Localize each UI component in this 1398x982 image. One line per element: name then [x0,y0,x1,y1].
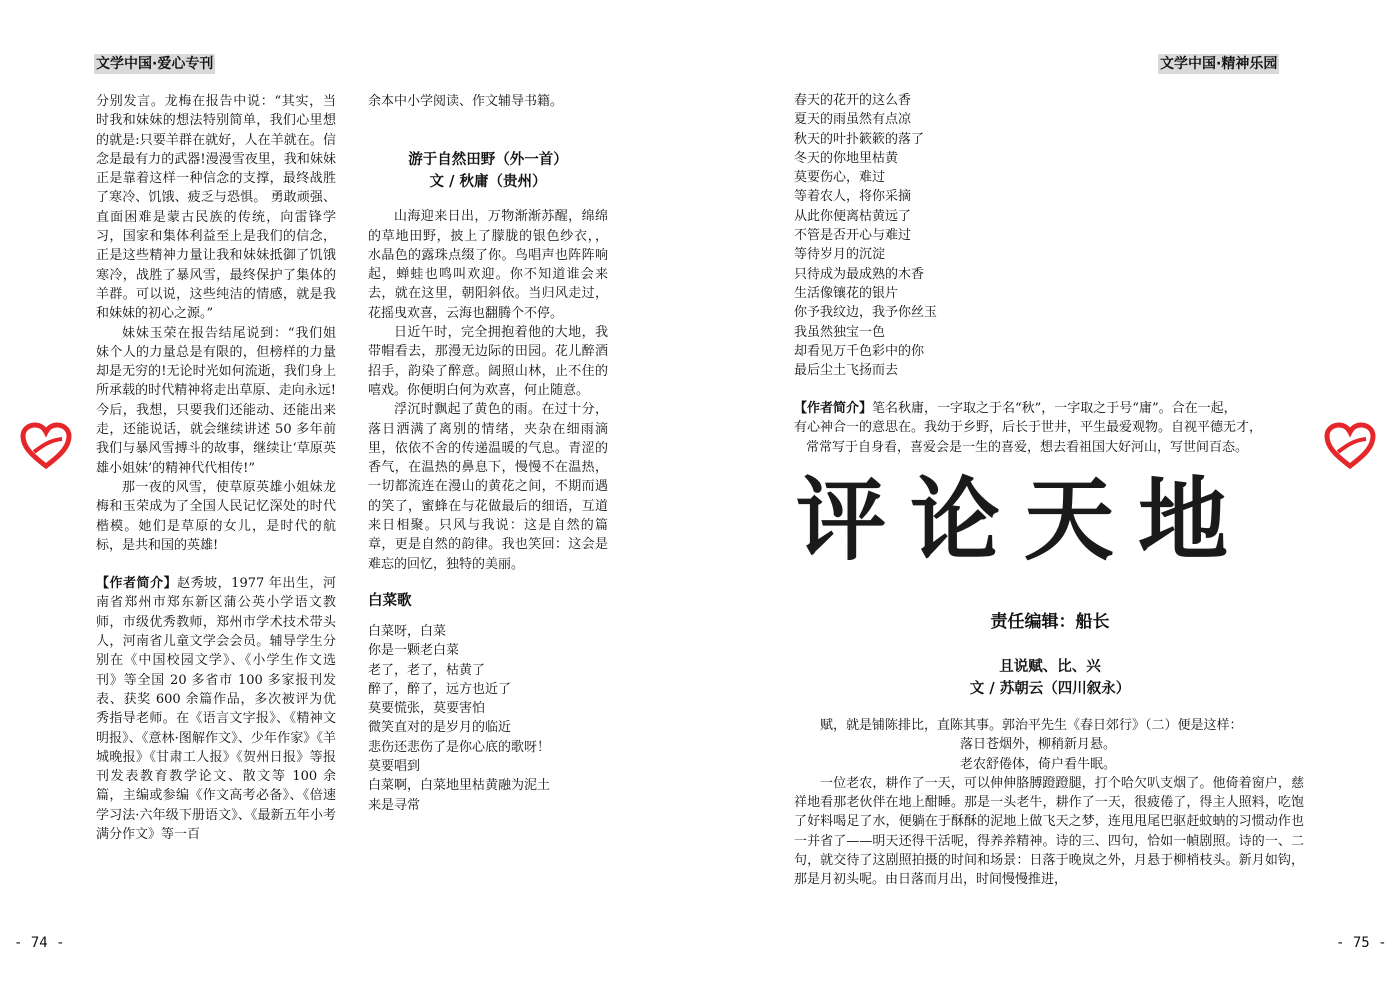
poem-line: 夏天的雨虽然有点凉 [794,112,912,128]
poem-line: 我虽然独宝一色 [794,324,886,340]
heart-logo-left [20,422,72,470]
page-number-left: - 74 - [14,935,65,951]
paragraph: 赋，就是铺陈排比，直陈其事。郭治平先生《春日郊行》（二）便是这样： [820,718,1243,733]
poem-line: 只待成为最成熟的木香 [794,266,925,282]
poem-line: 从此你便离枯黄远了 [794,208,912,224]
article-byline: 文 / 秋庸（贵州） [429,173,547,191]
bio-text: 赵秀坡，1977 年出生，河南省郑州市郑东新区蒲公英小学语文教师，市级优秀教师，郑州市学术技术带头人，河南省儿童文学会会员。辅导学生分别在《中国校园文学》、《小学生作文选刊》等全国 20 多省市 100 多家报刊发表、获奖 600 余篇作品，多次被评为优秀指导老师。在《语言文字报》、《精神文明报》、《意林·图解作文》、少年作家》《羊城晚报》《甘肃工人报》《贺州日报》等报刊发表教育教学论文、散文等 100 余篇，主编或参编《作文高考必备》、《倍速学习法·六年级下册语文》、《最新五年小考满分作文》等一百 [96,576,336,842]
bio-label: 【作者简介】 [96,576,178,592]
poem-line: 老了，老了，枯黄了 [368,662,486,678]
paragraph: 山海迎来日出，万物渐渐苏醒，绵绵的草地田野，披上了朦胧的银色纱衣，，水晶色的露珠点缀了你。鸟唱声也阵阵响起，蝉蛙也鸣叫欢迎。你不知道谁会来去，就在这里，朝阳斜依。当归风走过，花摇曳欢喜，云海也翻腾个不停。 [368,209,608,321]
poem [794,91,1094,380]
bio-label: 【作者简介】 [794,401,873,416]
section-banner: 评论天地 [796,467,1252,573]
poem-line: 不管是否开心与难过 [794,228,912,244]
left-header: 文学中国·爱心专刊 [96,56,214,72]
right-header: 文学中国·精神乐园 [1160,56,1278,72]
poem-line: 悲伤还悲伤了是你心底的歌呀！ [368,739,551,755]
bio-text: 有心神合一的意思在。我幼于乡野，后长于世井，平生最爱观物。自视平德无才， [794,420,1263,436]
article-title: 且说赋、比、兴 [999,658,1101,675]
heart-logo-right [1324,422,1376,470]
paragraph: 妹妹玉荣在报告结尾说到：“我们姐妹个人的力量总是有限的，但榜样的力量却是无穷的!无论时光如何流逝，我们身上所承载的时代精神将走出草原、走向永远!今后，我想，只要我们还能动、还能出来走，还能说话，就会继续讲述 50 多年前我们与暴风雪搏斗的故事，继续让‘草原英雄小姐妹’的精神代代相传!” [96,325,336,476]
left-column-1 [96,92,336,844]
page-number-right: - 75 - [1336,935,1387,951]
poem-line: 微笑直对的是岁月的临近 [368,720,512,736]
poem-line: 你予我纹边，我予你丝玉 [794,305,938,321]
poem-line: 生活像镶花的银片 [794,285,899,301]
author-bio [96,574,336,844]
verse-line: 老农舒倦体，倚户看牛眠。 [960,756,1117,772]
poem-line: 等待岁月的沉淀 [794,247,886,263]
poem-line: 莫要慌张，莫要害怕 [368,701,486,717]
poem-line: 白菜啊，白菜地里枯黄融为泥土 [368,778,551,794]
poem-line: 等着农人，将你采摘 [794,189,912,205]
poem-line: 春天的花开的这么香 [794,93,912,108]
paragraph: 浮沉时飘起了黄色的雨。在过十分，落日洒满了离别的情绪，夹杂在细雨滴里，依依不舍的传递温暖的气息。青涩的香气，在温热的鼻息下，慢慢不在温热，一切都流连在漫山的黄花之间，不期而遇的笑了，蜜蜂在与花做最后的细语，互道来日相聚。只风与我说：这是自然的篇章，更是自然的韵律。我也笑回：这会是难忘的回忆，独特的美丽。 [368,402,608,572]
left-column-2 [368,92,608,815]
poem-line: 莫要唱到 [368,759,421,775]
article-title: 游于自然田野（外一首） [408,151,568,169]
poem-line: 莫要伤心，难过 [794,170,886,186]
verse-line: 落日苍烟外，柳稍新月悬。 [960,737,1117,753]
paragraph: 分别发言。龙梅在报告中说：“其实，当时我和妹妹的想法特别简单，我们心里想的就是:只要羊群在就好，人在羊就在。信念是最有力的武器!漫漫雪夜里，我和妹妹正是靠着这样一种信念的支撑，最终战胜了寒冷、饥饿、疲乏与恐惧。 勇敢顽强、直面困难是蒙古民族的传统，向雷锋学习，国家和集体利益至上是我们的信念，正是这些精神力量让我和妹妹抵御了饥饿寒冷，战胜了暴风雪，最终保护了集体的羊群。可以说，这些纯洁的情感，就是我和妹妹的初心之源。” [96,94,336,322]
bio-text: 笔名秋庸，一字取之于名“秋”，一字取之于号“庸”。合在一起， [872,401,1237,416]
poem-line: 秋天的叶扑簌簌的落了 [794,131,925,147]
poem-line: 你是一颗老白菜 [368,643,460,659]
poem-line: 最后尘土飞扬而去 [794,363,899,379]
poem-line: 冬天的你地里枯黄 [794,150,899,166]
poem-line: 醉了，醉了，远方也近了 [368,681,512,697]
bio-text: 常常写于自身看，喜爱会是一生的喜爱，想去看祖国大好河山，写世间百态。 [806,439,1249,455]
poem-line: 白菜呀，白菜 [368,623,447,639]
poem-line: 来是寻常 [368,797,421,813]
poem-title: 白菜歌 [368,591,412,609]
author-bio [794,399,1308,457]
paragraph: 一位老农，耕作了一天，可以伸伸胳膊蹬蹬腿，打个哈欠叭支烟了。他倚着窗户，慈祥地看那老伙伴在地上酣睡。那是一头老牛，耕作了一天，很疲倦了，得主人照料，吃饱了好料喝足了水，便躺在于酥酥的泥地上做飞天之梦，连甩甩尾巴驱赶蚊蚋的习惯动作也一并省了——明天还得干活呢，得养养精神。诗的三、四句，恰如一幀剧照。诗的一、二句，就交待了这剧照拍摄的时间和场景：日落于晚岚之外，月悬于柳梢枝头。新月如钩，那是月初头呢。由日落而月出，时间慢慢推进， [794,775,1304,888]
paragraph: 日近午时，完全拥抱着他的大地，我带帽看去，那漫无边际的田园。花儿醉酒招手，韵染了醉意。阔照山林，止不住的嘻戏。你便明白何为欢喜，何止随意。 [368,325,608,398]
poem-line: 却看见万千色彩中的你 [794,343,925,359]
editor-credit: 责任编辑：船长 [990,612,1110,632]
paragraph: 余本中小学阅读、作文辅导书籍。 [368,94,564,109]
paragraph: 那一夜的风雪，使草原英雄小姐妹龙梅和玉荣成为了全国人民记忆深处的时代楷模。她们是草原的女儿，是时代的航标，是共和国的英雄! [96,479,336,553]
article-body [794,716,1304,890]
article-byline: 文 / 苏朝云（四川叙永） [969,680,1131,697]
poem [368,622,608,815]
